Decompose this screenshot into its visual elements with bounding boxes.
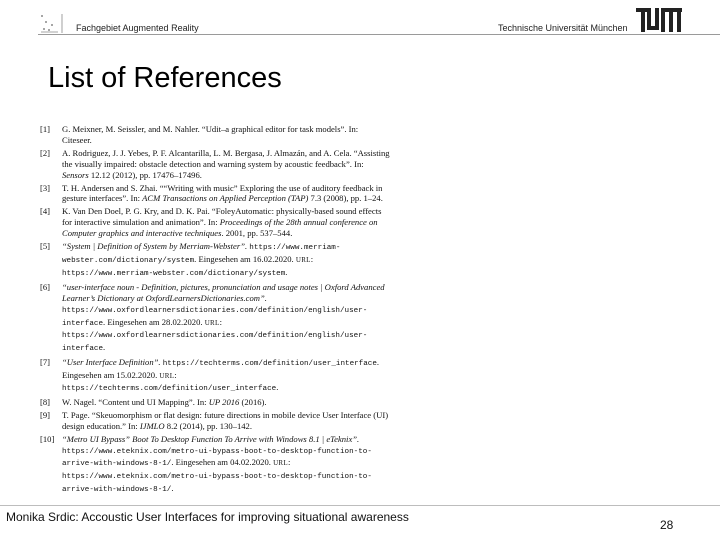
reference-segment: A. Rodriguez, J. J. Yebes, P. F. Alcantarilla, L. M. Bergasa, J. Almazán, and A. Cela. “Assisting the visually impaired: obstacle detection and warning system by acoustic feedback”. In: <box>62 147 390 169</box>
reference-segment: ACM Transactions on Applied Perception (TAP) <box>142 193 309 204</box>
reference-segment: IJMLO <box>139 420 165 431</box>
reference-url: https://www.merriam-webster.com/dictionary/system <box>62 269 286 278</box>
reference-segment: URL <box>159 372 175 381</box>
reference-url: https://www.merriam-webster.com/dictionary/system <box>62 244 341 265</box>
reference-number: [8] <box>40 396 51 407</box>
page-title: List of References <box>48 62 282 94</box>
reference-url: https://www.oxfordlearnersdictionaries.com/definition/english/user-interface <box>62 306 368 328</box>
reference-segment: : <box>174 370 177 381</box>
reference-segment: “Metro UI Bypass” Boot To Desktop Function To Arrive with Windows 8.1 | eTeknix”. <box>62 433 360 444</box>
reference-list <box>40 124 390 498</box>
department-label: Fachgebiet Augmented Reality <box>76 23 199 33</box>
reference-url: https://www.eteknix.com/metro-ui-bypass-boot-to-desktop-function-to-arrive-with-windows-8-1/ <box>62 447 372 469</box>
reference-text <box>62 357 390 395</box>
reference-text <box>62 148 390 181</box>
reference-segment: UP 2016 <box>208 396 240 407</box>
reference-url: https://www.eteknix.com/metro-ui-bypass-boot-to-desktop-function-to-arrive-with-windows-8-1/ <box>62 473 372 495</box>
reference-segment: “System | Definition of System by Merriam-Webster”. <box>62 241 250 252</box>
reference-url: https://techterms.com/definition/user_interface <box>62 385 277 394</box>
reference-segment: W. Nagel. “Content und UI Mapping”. In: <box>62 396 209 407</box>
page-number: 28 <box>660 518 674 532</box>
reference-segment: . Eingesehen am 15.02.2020. <box>62 357 380 381</box>
reference-segment: . Eingesehen am 04.02.2020. <box>171 457 274 468</box>
reference-segment: . Eingesehen am 16.02.2020. <box>194 253 296 264</box>
reference-number: [4] <box>40 206 51 217</box>
footer-divider <box>0 505 720 506</box>
reference-item <box>40 397 390 408</box>
reference-segment: T. Page. “Skeuomorphism or flat design: future directions in mobile device User Interface (UI) design education.” In: <box>62 409 389 431</box>
reference-segment: : <box>287 457 291 468</box>
reference-item <box>40 282 390 355</box>
reference-segment: G. Meixner, M. Seissler, and M. Nahler. “Udit–a graphical editor for task models”. In: Citeseer. <box>62 124 359 145</box>
reference-segment: . <box>276 382 279 393</box>
reference-segment: 12.12 (2012), pp. 17476–17496. <box>88 169 202 180</box>
university-label: Technische Universität München <box>498 23 628 33</box>
header-divider <box>38 34 720 35</box>
reference-segment: . <box>103 342 106 353</box>
reference-segment: . <box>285 266 288 277</box>
reference-text <box>62 410 390 432</box>
reference-url: https://techterms.com/definition/user_interface <box>162 360 377 369</box>
reference-segment: URL <box>204 318 220 327</box>
reference-number: [9] <box>40 409 51 420</box>
augmented-reality-logo-icon <box>38 12 64 34</box>
reference-url: https://www.oxfordlearnersdictionaries.com/definition/english/user-interface <box>62 332 368 354</box>
reference-number: [5] <box>40 241 51 252</box>
reference-item <box>40 410 390 432</box>
reference-number: [3] <box>40 182 51 193</box>
reference-segment: 8.2 (2014), pp. 130–142. <box>164 420 253 431</box>
reference-text <box>62 282 390 355</box>
reference-text <box>62 124 390 146</box>
reference-item <box>40 148 390 181</box>
reference-item <box>40 241 390 280</box>
reference-text <box>62 183 390 205</box>
reference-item <box>40 183 390 205</box>
reference-segment: Proceedings of the 28th annual conference on Computer graphics and interactive techniques <box>62 217 378 239</box>
reference-segment: 7.3 (2008), pp. 1–24. <box>308 193 383 204</box>
reference-number: [6] <box>40 281 51 292</box>
reference-segment: . <box>171 483 174 494</box>
reference-text <box>62 241 390 280</box>
tum-logo-icon <box>636 8 682 32</box>
reference-item <box>40 434 390 497</box>
reference-segment: (2016). <box>239 396 267 407</box>
slide-header <box>0 0 720 36</box>
reference-number: [10] <box>40 433 55 444</box>
reference-segment: . 2001, pp. 537–544. <box>221 228 293 239</box>
reference-segment: : <box>310 253 314 264</box>
reference-segment: “user-interface noun - Definition, pictures, pronunciation and usage notes | Oxford Advanced Learner’s Dictionary at OxfordLearnersDictionaries.com”. <box>62 281 385 303</box>
reference-segment: K. Van Den Doel, P. G. Kry, and D. K. Pai. “FoleyAutomatic: physically-based sound effects for interactive simulation and animation”. In: <box>62 206 382 228</box>
reference-segment: URL <box>273 459 288 468</box>
reference-text <box>62 397 390 408</box>
reference-segment: Sensors <box>62 169 89 180</box>
reference-text <box>62 206 390 239</box>
reference-segment: “User Interface Definition”. <box>62 357 163 368</box>
reference-text <box>62 434 390 497</box>
reference-number: [1] <box>40 124 51 134</box>
reference-segment: URL <box>295 255 311 264</box>
reference-number: [7] <box>40 357 51 368</box>
reference-segment: . Eingesehen am 28.02.2020. <box>103 316 205 327</box>
reference-number: [2] <box>40 147 51 158</box>
reference-item <box>40 357 390 395</box>
reference-item <box>40 124 390 146</box>
reference-item <box>40 206 390 239</box>
reference-segment: T. H. Andersen and S. Zhai. ““Writing with music” Exploring the use of auditory feedback in gesture interfaces”. In: <box>62 182 383 204</box>
reference-segment: : <box>219 316 222 327</box>
footer-caption: Monika Srdic: Accoustic User Interfaces for improving situational awareness <box>6 510 409 524</box>
